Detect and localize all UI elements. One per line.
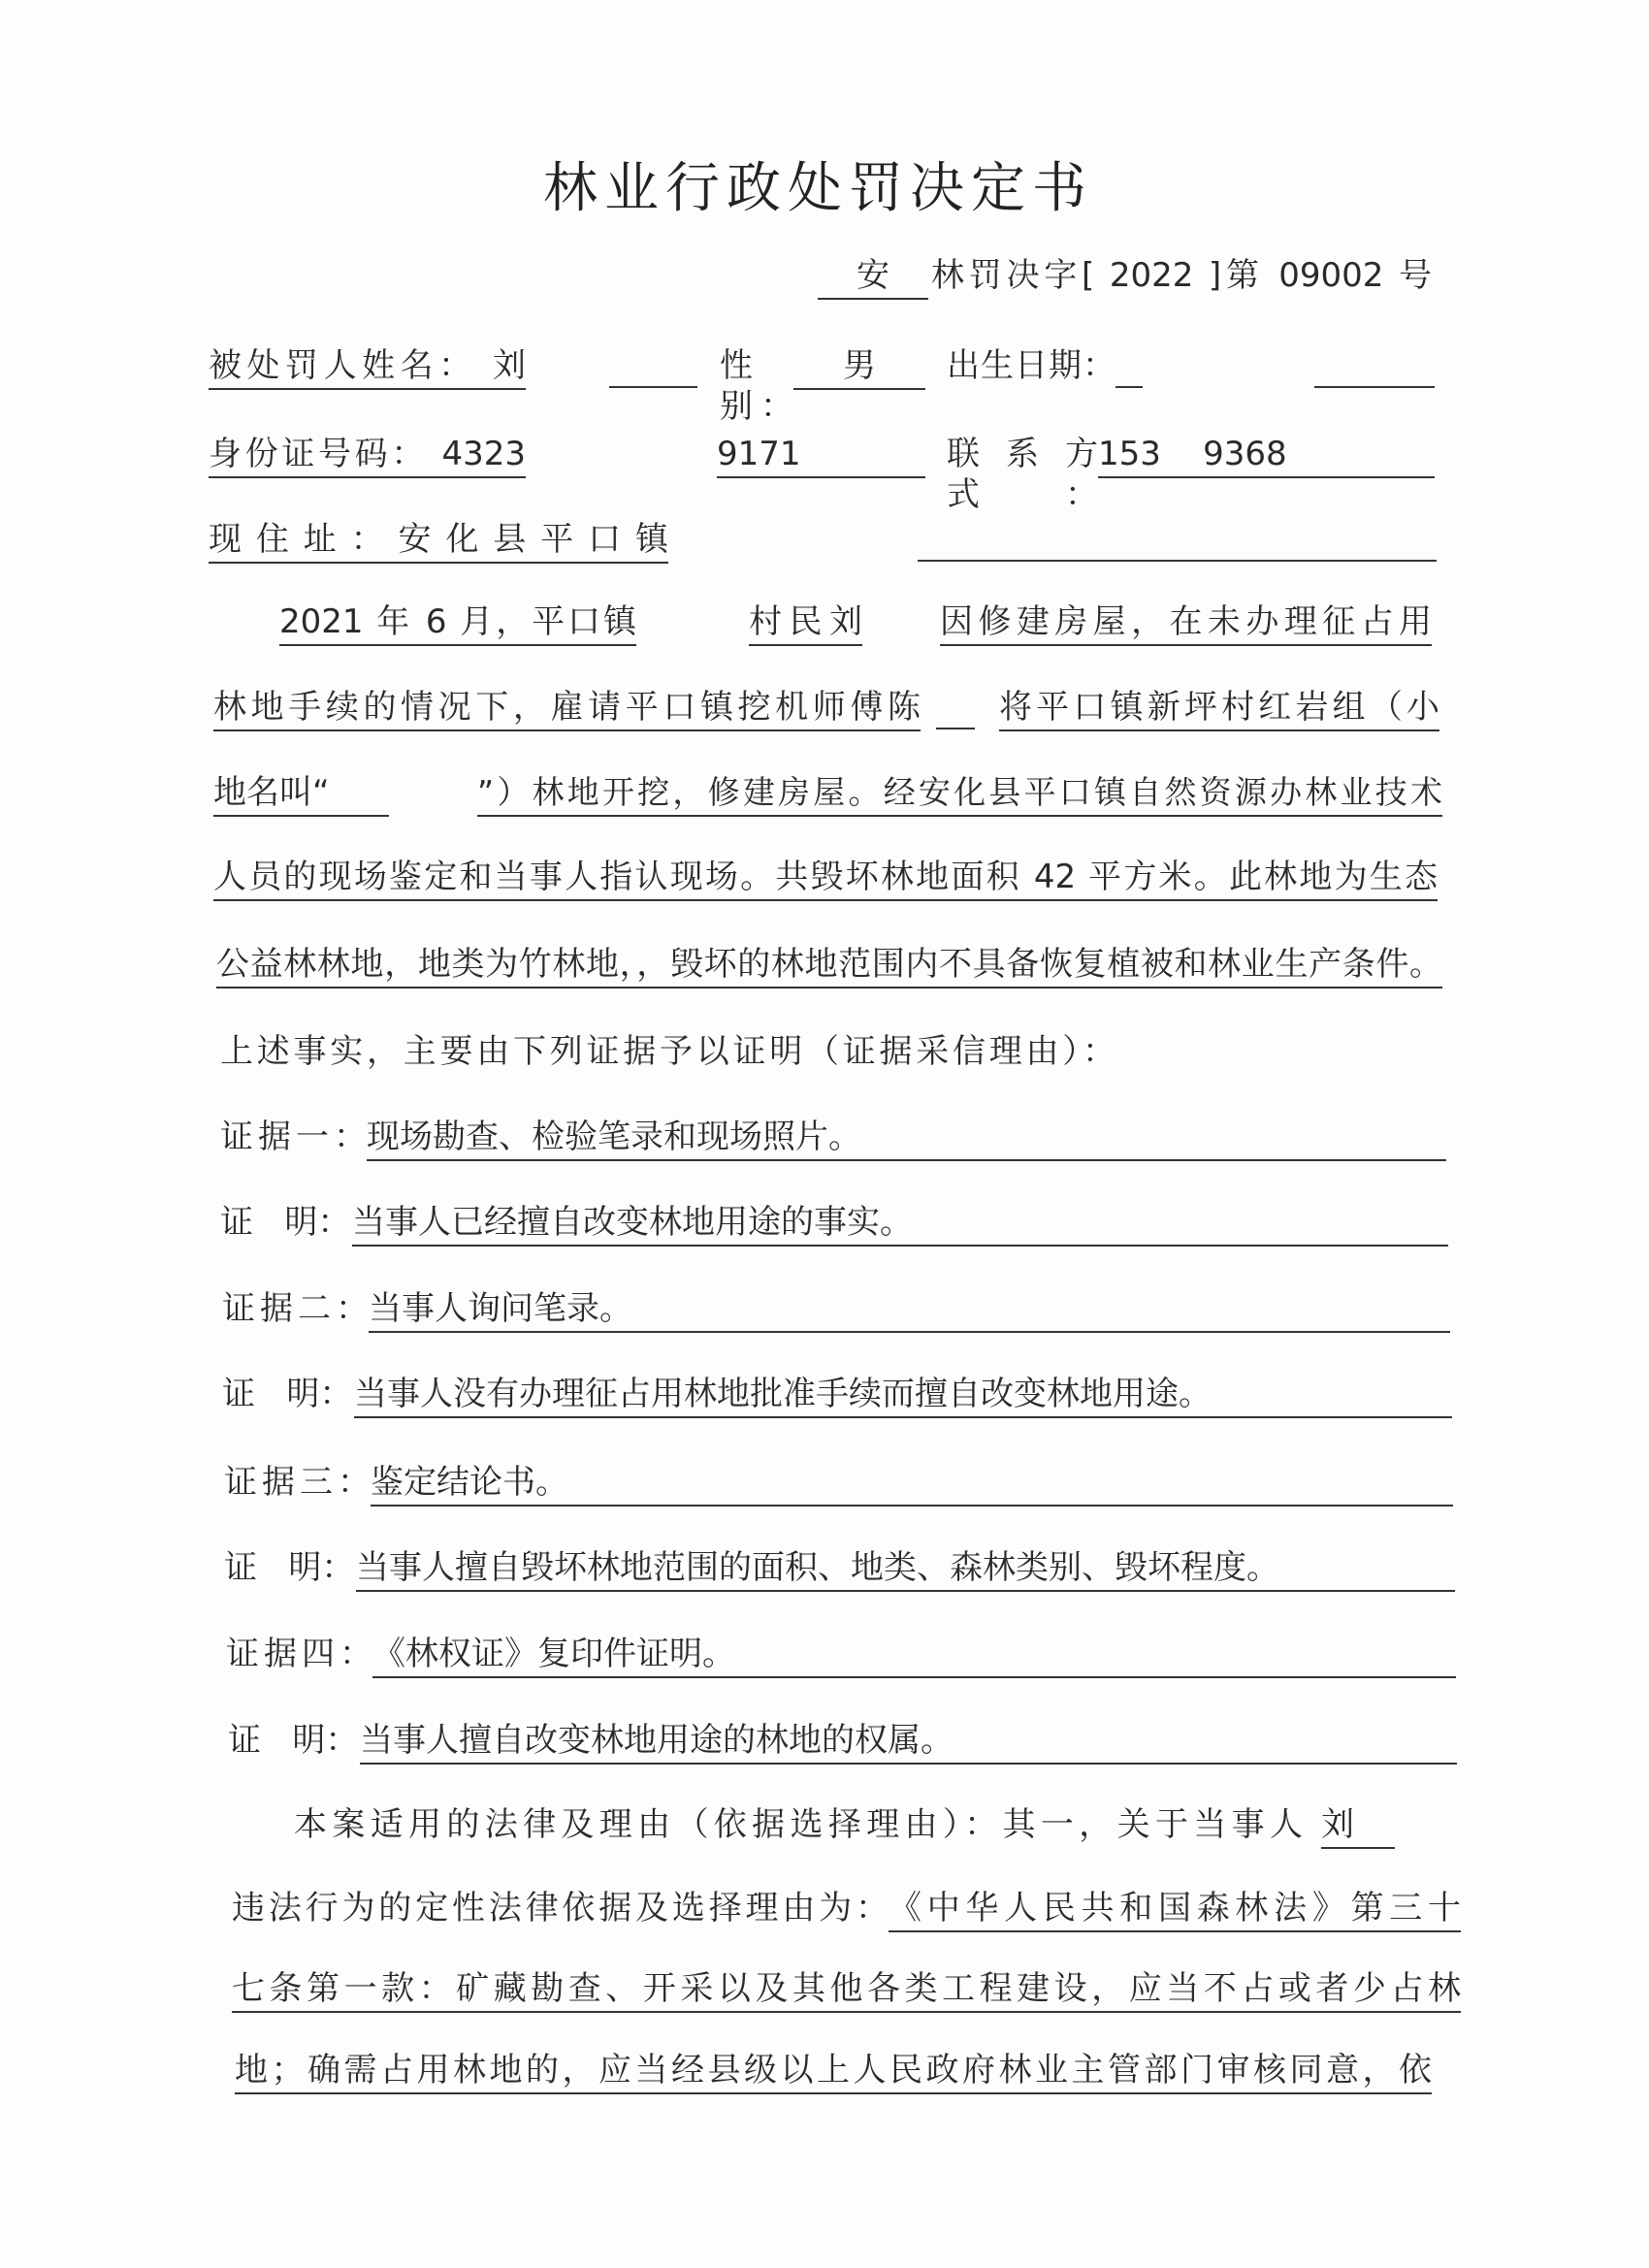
- facts-text: 将平口镇新坪村红岩组（小: [999, 687, 1439, 731]
- facts-text: 2021 年 6 月，平口镇: [279, 601, 636, 646]
- contact-label: 联系方式：: [947, 435, 1098, 514]
- proof-label: 证 明：: [224, 1548, 355, 1587]
- proof-text: 当事人擅自改变林地用途的林地的权属。: [360, 1720, 1457, 1765]
- law-text: 地；确需占用林地的，应当经县级以上人民政府林业主管部门审核同意，依: [235, 2050, 1432, 2094]
- evidence-label: 证据三：: [224, 1463, 371, 1502]
- document-title: 林业行政处罚决定书: [543, 157, 1086, 220]
- facts-text: 林地手续的情况下，雇请平口镇挖机师傅陈: [213, 687, 921, 731]
- blank-line: [1116, 386, 1143, 388]
- gender-label: 性别：: [720, 346, 793, 426]
- evidence-label: 证据四：: [226, 1635, 372, 1673]
- evidence-text: 当事人询问笔录。: [369, 1288, 1450, 1333]
- doc-number-prefix: 安: [818, 255, 928, 300]
- id-label: 身份证号码： 4323: [209, 434, 526, 478]
- facts-text: 人员的现场鉴定和当事人指认现场。共毁坏林地面积 42 平方米。此林地为生态: [213, 857, 1438, 901]
- birth-label: 出生日期：: [947, 346, 1116, 385]
- law-text: 七条第一款：矿藏勘查、开采以及其他各类工程建设，应当不占或者少占林: [232, 1968, 1461, 2013]
- evidence-label: 证据二：: [222, 1289, 369, 1328]
- proof-text: 当事人没有办理征占用林地批准手续而擅自改变林地用途。: [354, 1374, 1452, 1418]
- facts-text: 村民刘: [749, 601, 862, 646]
- law-text: 《中华人民共和国森林法》第三十: [889, 1888, 1461, 1932]
- facts-text: ”）林地开挖，修建房屋。经安化县平口镇自然资源办林业技术: [477, 772, 1442, 817]
- evidence-label: 证据一：: [220, 1118, 367, 1156]
- proof-label: 证 明：: [228, 1721, 359, 1760]
- proof-text: 当事人已经擅自改变林地用途的事实。: [352, 1202, 1448, 1247]
- blank-line: [609, 386, 697, 388]
- evidence-intro: 上述事实，主要由下列证据予以证明（证据采信理由）：: [220, 1032, 1116, 1071]
- doc-number: 林罚决字[ 2022 ]第 09002 号: [931, 256, 1432, 295]
- address: 现住址：安化县平口镇: [209, 519, 668, 564]
- blank-line: [1314, 386, 1435, 388]
- blank-line: [936, 728, 975, 729]
- gender-value: 男: [793, 345, 925, 390]
- law-party-name: 刘: [1321, 1804, 1395, 1849]
- evidence-text: 鉴定结论书。: [371, 1462, 1453, 1507]
- law-text: 违法行为的定性法律依据及选择理由为：: [232, 1889, 889, 1928]
- evidence-text: 《林权证》复印件证明。: [372, 1634, 1456, 1678]
- facts-text: 公益林林地，地类为竹林地，，毁坏的林地范围内不具备恢复植被和林业生产条件。: [216, 944, 1442, 988]
- contact-value: 153 9368: [1098, 434, 1435, 478]
- id-tail: 9171: [717, 434, 925, 478]
- blank-line: [918, 560, 1437, 562]
- proof-text: 当事人擅自毁坏林地范围的面积、地类、森林类别、毁坏程度。: [356, 1547, 1455, 1592]
- party-name-label: 被处罚人姓名： 刘: [209, 345, 526, 390]
- proof-label: 证 明：: [222, 1375, 353, 1413]
- facts-text: 地名叫“: [213, 772, 389, 817]
- proof-label: 证 明：: [220, 1203, 351, 1242]
- law-text: 本案适用的法律及理由（依据选择理由）：其一，关于当事人: [294, 1805, 1303, 1844]
- evidence-text: 现场勘查、检验笔录和现场照片。: [367, 1117, 1446, 1161]
- facts-text: 因修建房屋，在未办理征占用: [940, 601, 1432, 646]
